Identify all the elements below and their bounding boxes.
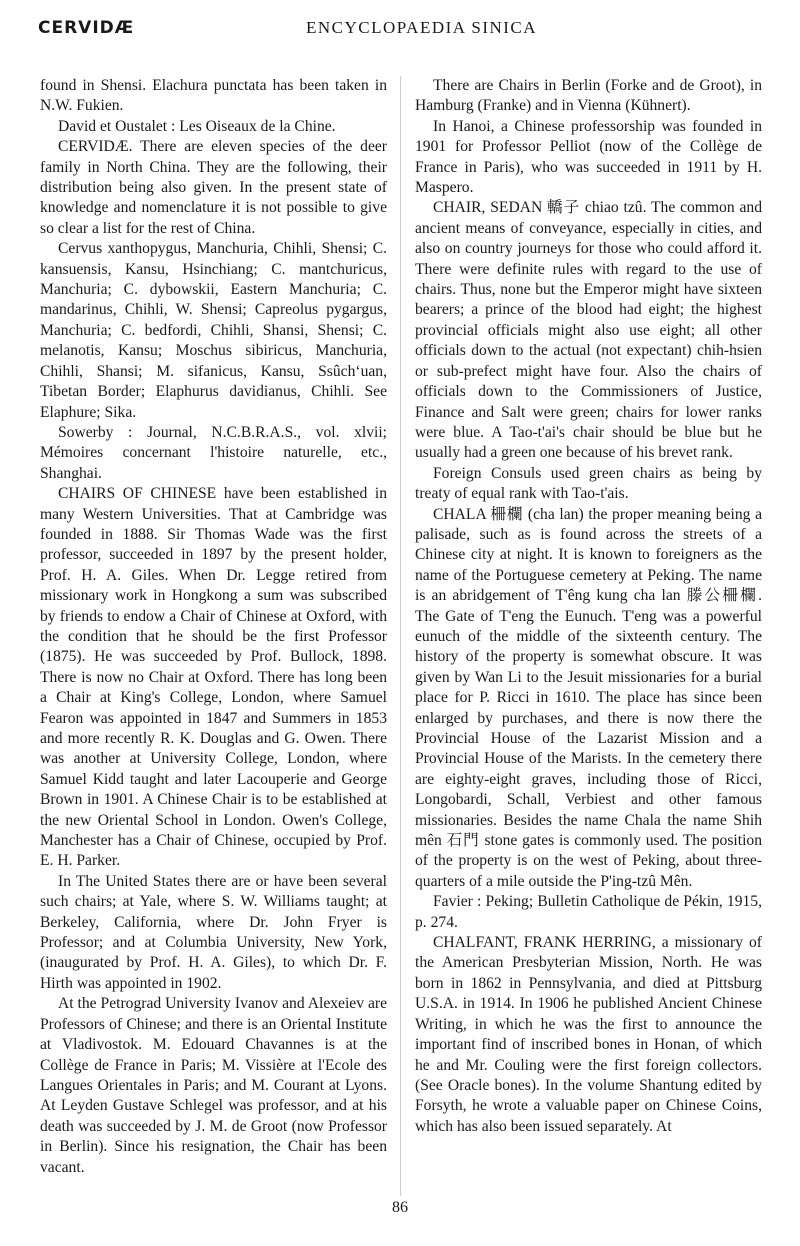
paragraph: Foreign Consuls used green chairs as being by treaty of equal rank with Tao-t'ais. (415, 464, 762, 503)
running-head (38, 18, 762, 44)
paragraph: At the Petrograd University Ivanov and Alexeiev are Professors of Chinese; and there is an Oriental Institute at Vladivostok. M. Edouard Chavannes is at the Collège de France in Paris; M. Vissière at l'Ecole des Langues Orientales in Paris; and M. Courant at Lyons. At Leyden Gustave Schlegel was professor, and at his death was succeeded by J. M. de Groot (now Professor in Berlin). Since his resignation, the Chair has been vacant. (40, 995, 387, 1176)
entry-cervidae: CERVIDÆ. There are eleven species of the deer family in North China. They are the following, their distribution being also given. In the present state of knowledge and nomenclature it is not possible to give so clear a list for the rest of China. (40, 138, 387, 237)
paragraph: In Hanoi, a Chinese professorship was founded in 1901 for Professor Pelliot (now of the Collège de France in Paris), who was succeeded in 1911 by H. Maspero. (415, 117, 762, 197)
entry-chalfant: CHALFANT, FRANK HERRING, a missionary of the American Presbyterian Mission, North. He was born in 1862 in Pennsylvania, and died at Pittsburg U.S.A. in 1914. In 1906 he published Ancient Chinese Writing, in which he was the first to announce the important find of inscribed bones in Honan, of which he and Mr. Couling were the first foreign collectors. (See Oracle bones). In the volume Shantung edited by Forsyth, he wrote a valuable paper on Chinese Coins, which has also been issued separately. At (415, 934, 762, 1135)
paragraph: There are Chairs in Berlin (Forke and de Groot), in Hamburg (Franke) and in Vienna (Kühnert). (415, 77, 762, 115)
paragraph: found in Shensi. Elachura punctata has been taken in N.W. Fukien. (40, 77, 387, 115)
column-divider (400, 76, 401, 1196)
paragraph: In The United States there are or have been several such chairs; at Yale, where S. W. Williams taught; at Berkeley, California, where Dr. John Fryer is Professor; and at Columbia University, New York, (inaugurated by Prof. H. A. Giles), to which Dr. F. Hirth was appointed in 1902. (40, 872, 387, 992)
right-column (415, 76, 762, 1137)
entry-chair-sedan: CHAIR, SEDAN 轎子 chiao tzû. The common and ancient means of conveyance, especially in cities, and also on country journeys for those who could afford it. There were definite rules with regard to the use of chairs. Thus, none but the Emperor might have sixteen bearers; a prince of the blood had eight; the highest provincial officials might also use eight; all other officials down to the actual (not expectant) chih-hsien or sub-prefect might have four. Also the chairs of officials down to the Commissioners of Justice, Finance and Salt were green; chairs for lower ranks were blue. A Tao-t'ai's chair should be blue but he usually had a green one because of his brevet rank. (415, 199, 762, 462)
entry-chala: CHALA 柵欄 (cha lan) the proper meaning being a palisade, such as is found across the streets of a Chinese city at night. It is known to foreigners as the name of the Portuguese cemetery at Peking. The name is an abridgement of T'êng kung cha lan 滕公柵欄. The Gate of T'eng the Eunuch. T'eng was a powerful eunuch of the middle of the sixteenth century. The history of the property is somewhat obscure. It was given by Wan Li to the Jesuit missionaries for a burial place for P. Ricci in 1610. The place has since been enlarged by purchases, and there is now there the Provincial House of the Lazarist Mission and a Provincial House of the Marists. In the cemetery there are eighty-eight graves, including those of Ricci, Longobardi, Schall, Verbiest and other famous missionaries. Besides the name Chala the name Shih mên 石門 stone gates is commonly used. The position of the property is on the west of Peking, about three-quarters of a mile outside the P'ing-tzû Mên. (415, 505, 762, 890)
left-column (40, 76, 387, 1178)
reference: David et Oustalet : Les Oiseaux de la Chine. (58, 117, 336, 135)
entry-chairs-of-chinese: CHAIRS OF CHINESE have been established in many Western Universities. That at Cambridge was founded in 1888. Sir Thomas Wade was the first professor, succeeded in 1897 by the present holder, Prof. H. A. Giles. When Dr. Legge retired from missionary work in Hongkong a sum was subscribed by friends to endow a Chair of Chinese at Oxford, with the condition that he should be the first Professor (1875). He was succeeded by Prof. Bullock, 1898. There is now no Chair at Oxford. There has long been a Chair at King's College, London, where Samuel Fearon was appointed in 1847 and Summers in 1853 and more recently R. K. Douglas and G. Owen. There was another at University College, London, where Samuel Kidd taught and later Lacouperie and George Brown in 1901. A Chinese Chair is to be established at the new Oriental School in London. Owen's College, Manchester has a Chair of Chinese, occupied by Prof. E. H. Parker. (40, 485, 387, 870)
reference: Sowerby : Journal, N.C.B.R.A.S., vol. xlvii; Mémoires concernant l'histoire naturelle, etc., Shanghai. (40, 423, 387, 482)
running-head-title: ENCYCLOPAEDIA SINICA (306, 18, 538, 37)
reference: Favier : Peking; Bulletin Catholique de Pékin, 1915, p. 274. (415, 893, 762, 931)
page-number: 86 (392, 1199, 408, 1216)
species-list: Cervus xanthopygus, Manchuria, Chihli, Shensi; C. kansuensis, Kansu, Hsinchiang; C. mantchuricus, Manchuria; C. dybowskii, Eastern Manchuria; C. mandarinus, Chihli, W. Shensi; Capreolus pygargus, Manchuria; C. bedfordi, Chihli, Shansi, Shensi; C. melanotis, Kansu; Moschus sibiricus, Manchuria, Chihli, Shansi; M. sifanicus, Kansu, Ssûch‘uan, Tibetan Border; Elaphurus davidianus, Chihli. See Elaphure; Sika. (40, 240, 387, 421)
running-head-headword: CERVIDÆ (38, 18, 135, 38)
